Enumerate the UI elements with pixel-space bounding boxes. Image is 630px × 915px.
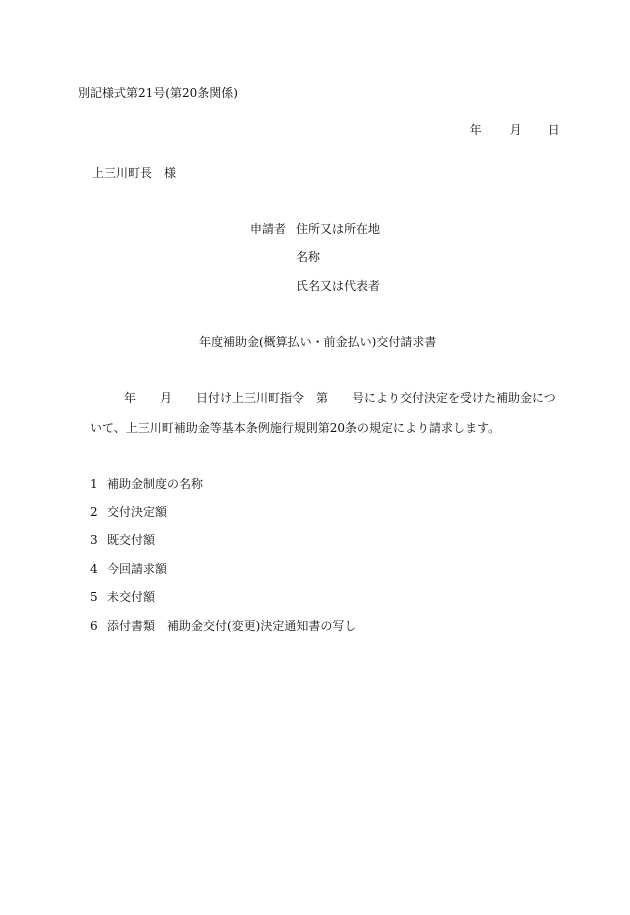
list-item-number: 5 — [90, 590, 98, 604]
list-item-number: 1 — [90, 477, 98, 491]
date-month-label: 月 — [509, 123, 522, 137]
form-number: 別記様式第21号(第20条関係) — [78, 86, 238, 100]
list-item-text: 交付決定額 — [107, 505, 168, 519]
list-item — [90, 562, 167, 576]
applicant-address-field: 住所又は所在地 — [296, 222, 381, 236]
list-item — [90, 590, 155, 604]
list-item-number: 2 — [90, 505, 98, 519]
date-day-label: 日 — [547, 123, 560, 137]
list-item-number: 6 — [90, 619, 98, 633]
date-line — [462, 109, 560, 137]
list-item-number: 3 — [90, 533, 98, 547]
addressee: 上三川町長 様 — [92, 166, 177, 180]
document-title: 年度補助金(概算払い・前金払い)交付請求書 — [199, 335, 437, 349]
list-item — [90, 505, 167, 519]
list-item-text: 添付書類 補助金交付(変更)決定通知書の写し — [107, 619, 357, 633]
list-item-text: 既交付額 — [107, 533, 156, 547]
applicant-representative-field: 氏名又は代表者 — [296, 279, 381, 293]
list-item-text: 今回請求額 — [107, 562, 168, 576]
list-item — [90, 477, 203, 491]
list-item-number: 4 — [90, 562, 98, 576]
body-text-line-1: 年 月 日付け上三川町指令 第 号により交付決定を受けた補助金につ — [124, 391, 556, 405]
list-item-text: 未交付額 — [107, 590, 156, 604]
list-item — [90, 533, 155, 547]
applicant-label: 申請者 — [250, 222, 287, 236]
list-item-text: 補助金制度の名称 — [107, 477, 204, 491]
applicant-name-field: 名称 — [296, 250, 321, 264]
body-text-line-2: いて、上三川町補助金等基本条例施行規則第20条の規定により請求します。 — [90, 421, 501, 435]
list-item — [90, 619, 356, 633]
date-year-label: 年 — [469, 123, 482, 137]
